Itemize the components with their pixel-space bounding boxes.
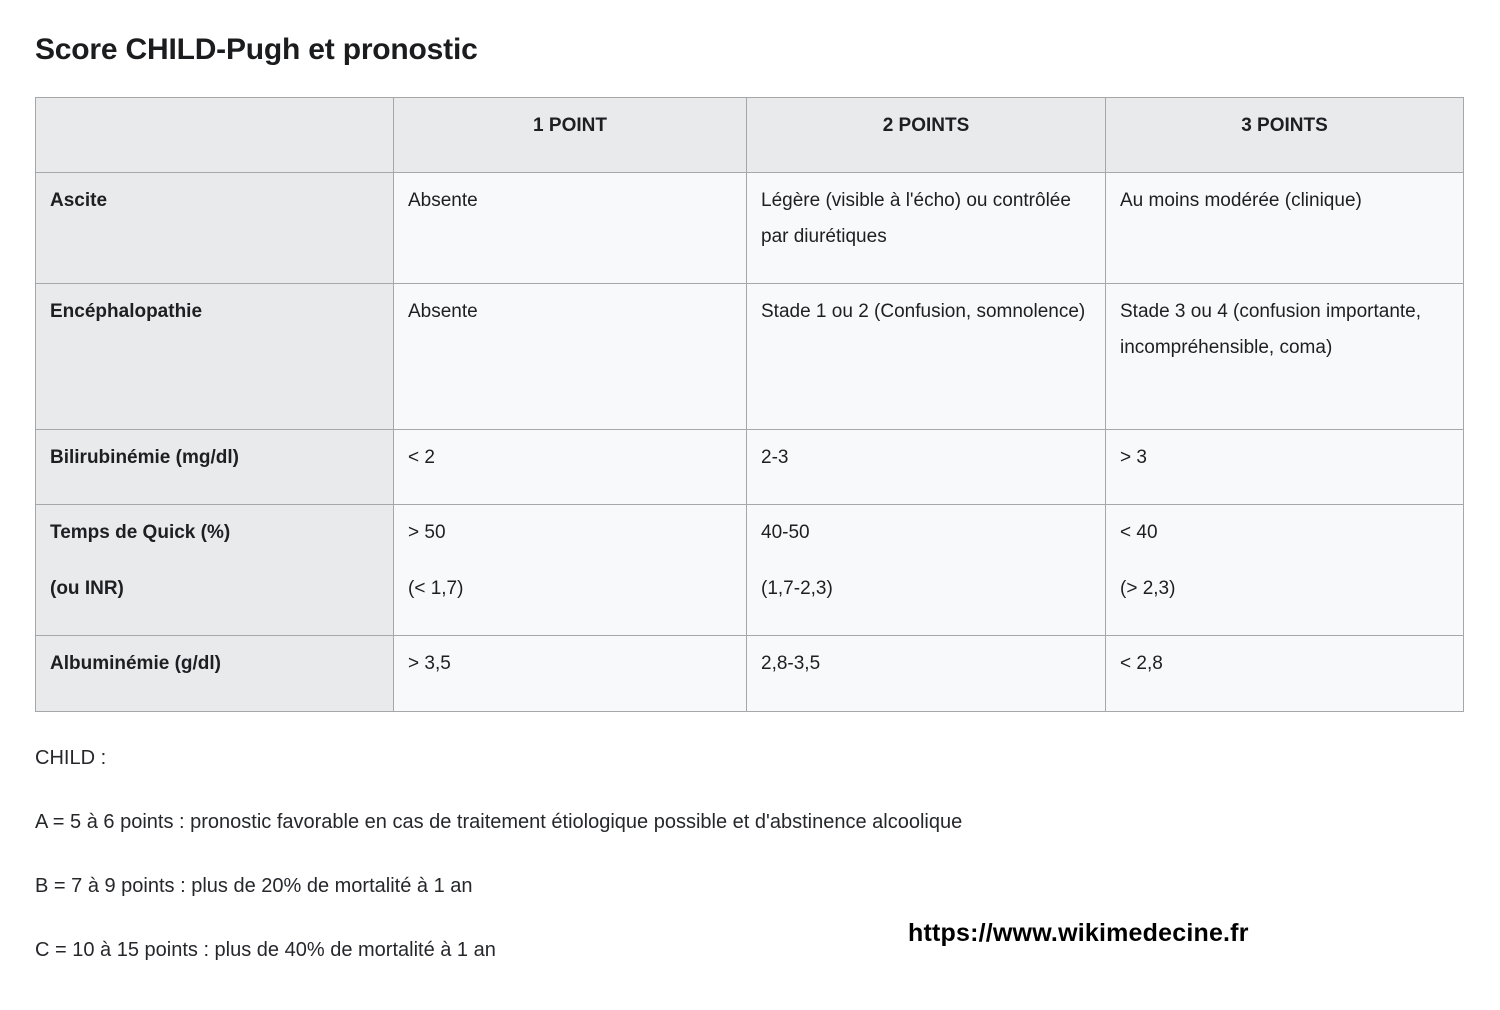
data-cell <box>747 430 1106 505</box>
cell-text: Absente <box>408 190 478 211</box>
cell-text: < 40 <box>1120 522 1158 543</box>
cell-text: Temps de Quick (%) <box>50 522 231 543</box>
notes-heading: CHILD : <box>35 747 107 769</box>
table-row <box>36 284 1464 430</box>
corner-cell <box>36 98 394 173</box>
cell-text: > 3 <box>1120 447 1147 468</box>
data-cell <box>1106 430 1464 505</box>
cell-text: Albuminémie (g/dl) <box>50 653 221 674</box>
data-cell <box>394 173 747 284</box>
row-label-cell <box>36 173 394 284</box>
cell-text: < 2 <box>408 447 435 468</box>
child-pugh-table <box>35 97 1464 712</box>
cell-text: Stade 3 ou 4 (confusion importante, incompréhensible, coma) <box>1120 301 1422 358</box>
table-row <box>36 636 1464 712</box>
data-cell <box>394 636 747 712</box>
cell-text: < 2,8 <box>1120 653 1163 674</box>
cell-text: 2,8-3,5 <box>761 653 821 674</box>
cell-text: Au moins modérée (clinique) <box>1120 190 1362 211</box>
note-child-b: B = 7 à 9 points : plus de 20% de mortalité à 1 an <box>35 875 473 897</box>
cell-text: Bilirubinémie (mg/dl) <box>50 447 239 468</box>
cell-text: > 50 <box>408 522 446 543</box>
cell-text: > 3,5 <box>408 653 451 674</box>
table-header <box>36 98 1464 173</box>
data-cell <box>1106 173 1464 284</box>
document-page <box>0 30 1500 1010</box>
row-label-cell <box>36 636 394 712</box>
column-header-text: 1 POINT <box>533 115 607 136</box>
data-cell <box>747 284 1106 430</box>
column-header-text: 3 POINTS <box>1241 115 1328 136</box>
column-header-text: 2 POINTS <box>882 115 970 136</box>
header-row <box>36 98 1464 173</box>
cell-text: Ascite <box>50 190 108 211</box>
cell-text: 40-50 <box>761 522 810 543</box>
cell-text: (1,7-2,3) <box>761 578 833 599</box>
row-label-cell <box>36 284 394 430</box>
data-cell <box>1106 284 1464 430</box>
table-row <box>36 505 1464 636</box>
page-title: Score CHILD-Pugh et pronostic <box>35 33 478 66</box>
column-header-3-points <box>1106 98 1464 173</box>
website-watermark: https://www.wikimedecine.fr <box>908 919 1249 947</box>
cell-text: (> 2,3) <box>1120 578 1176 599</box>
table-row <box>36 173 1464 284</box>
data-cell <box>1106 505 1464 636</box>
column-header-1-point <box>394 98 747 173</box>
row-label-cell <box>36 430 394 505</box>
cell-text: Stade 1 ou 2 (Confusion, somnolence) <box>761 301 1086 322</box>
table-body <box>36 173 1464 712</box>
note-child-a: A = 5 à 6 points : pronostic favorable en cas de traitement étiologique possible et d'abstinence alcoolique <box>35 811 963 833</box>
data-cell <box>1106 636 1464 712</box>
data-cell <box>747 505 1106 636</box>
data-cell <box>747 636 1106 712</box>
cell-text: (ou INR) <box>50 578 124 599</box>
cell-text: 2-3 <box>761 447 789 468</box>
data-cell <box>747 173 1106 284</box>
note-child-c: C = 10 à 15 points : plus de 40% de mortalité à 1 an <box>35 939 496 961</box>
cell-text: Absente <box>408 301 478 322</box>
table-row <box>36 430 1464 505</box>
data-cell <box>394 284 747 430</box>
cell-text: Encéphalopathie <box>50 301 203 322</box>
column-header-2-points <box>747 98 1106 173</box>
data-cell <box>394 505 747 636</box>
data-cell <box>394 430 747 505</box>
cell-text: (< 1,7) <box>408 578 464 599</box>
notes-section <box>35 744 1500 964</box>
row-label-cell <box>36 505 394 636</box>
cell-text: Légère (visible à l'écho) ou contrôlée par diurétiques <box>761 190 1071 247</box>
